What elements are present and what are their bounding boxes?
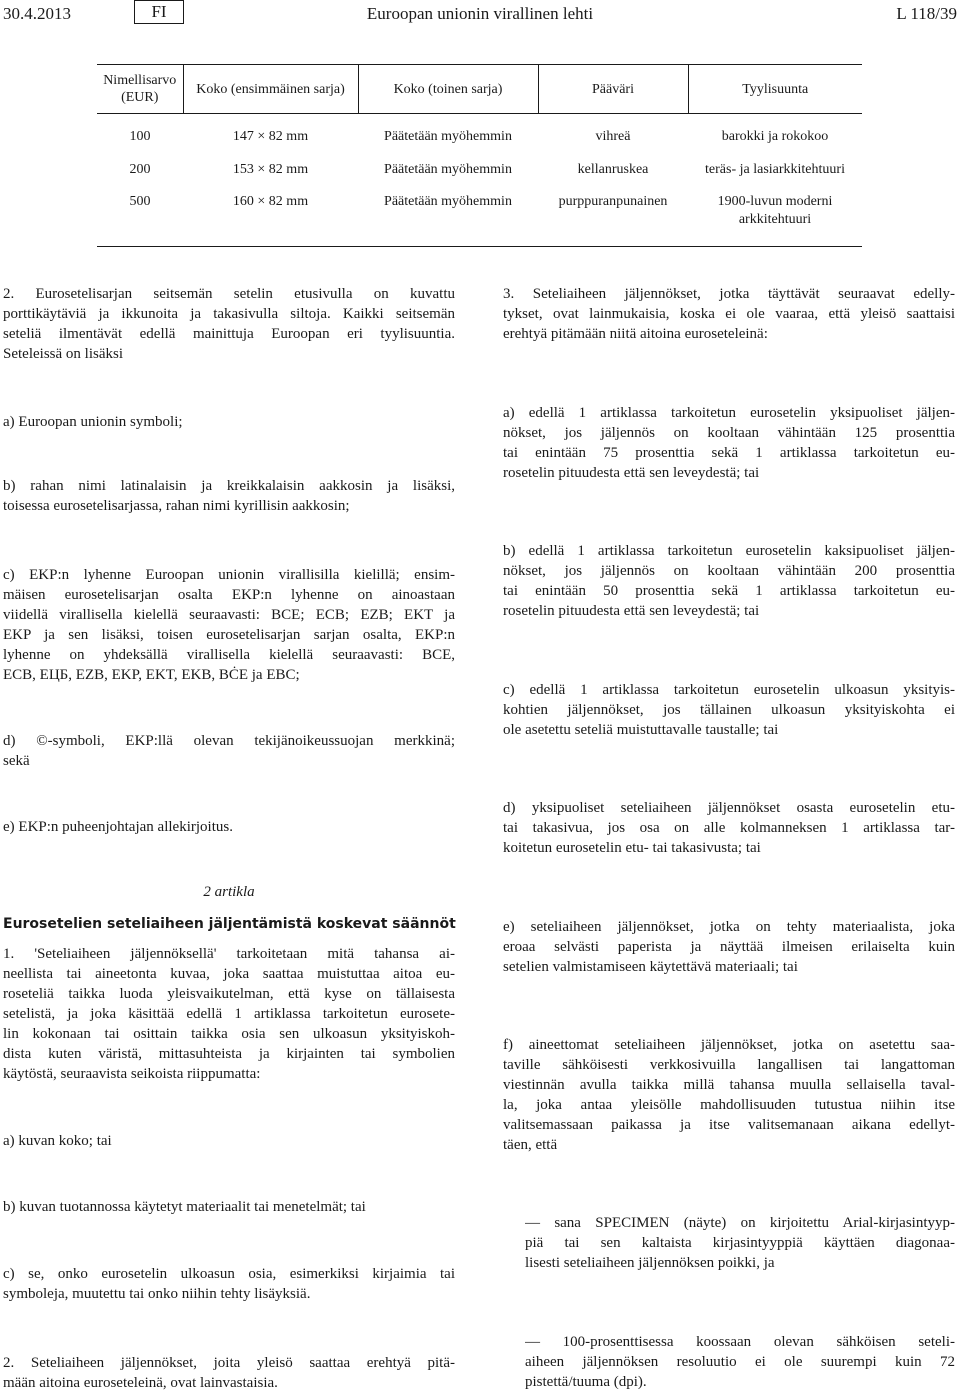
table-row [97,186,862,247]
table-cell: kellanruskea [577,161,649,177]
column-header-size-second-series: Koko (toinen sarja) [358,65,538,114]
list-item-b-two-sided: b) edellä 1 artiklassa tarkoitetun eurosetelin kaksipuoliset jäljen- nökset, jos jäljennös on kooltaan vähintään 200 prosenttia tai enintään 50 prosenttia sekä 1 artiklassa tarkoitetun eu- rosetelin pituudesta että sen leveydestä; tai [503,543,955,619]
list-item-b-name: b) rahan nimi latinalaisin ja kreikkalaisin aakkosin ja lisäksi, toisessa eurosetelisarjassa, rahan nimi kyrillisin aakkosin; [3,478,455,514]
table-cell: 500 [97,186,183,247]
page-reference: L 118/39 [896,4,957,23]
column-header-denomination: Nimellisarvo (EUR) [97,65,183,114]
list-item-c-abbreviation: c) EKP:n lyhenne Euroopan unionin virallisilla kielillä; ensim- mäisen eurosetelisarjan osalta EKP:n lyhenne on ainoastaan viidellä virallisella kielellä seuraavasti: BCE; ECB; EZB; EKT ja EKP ja sen lisäksi, toisen eurosetelisarjan sarjan osalta, EKP:n lyhenne on yhdeksällä virallisella kielellä seuraavasti: BCE, ECB, ЕЦБ, EZB, EKP, EKT, EKB, BĊE ja EBC; [3,567,455,683]
table-cell: barokki ja rokokoo [721,129,829,144]
table-cell: 153 × 82 mm [232,161,309,177]
table-cell: vihreä [595,129,631,144]
table-row [97,114,862,154]
column-header-size-first-series: Koko (ensimmäinen sarja) [183,65,358,114]
table-cell: teräs- ja lasiarkkitehtuuri [705,161,845,177]
list-item-b-materials: b) kuvan tuotannossa käytetyt materiaalit tai menetelmät; tai [3,1199,366,1215]
table-cell: 147 × 82 mm [232,129,309,144]
list-item-e-material: e) seteliaiheen jäljennökset, jotka on tehty materiaalista, joka eroaa selvästi paperista ja näyttää ilmeisen erilaiselta kuin setelien valmistamiseen käytettävä materiaali; tai [503,919,955,975]
column-header-style: Tyylisuunta [688,65,862,114]
dash-item-resolution: — 100-prosenttisessa koossaan olevan sähköisen seteli- aiheen jäljennöksen resoluutio ei ole suurempi kuin 72 pistettä/tuuma (dpi). [525,1334,955,1390]
list-item-a-image-size: a) kuvan koko; tai [3,1133,112,1149]
table-cell: 160 × 82 mm [183,186,358,247]
table-cell: Päätetään myöhemmin [384,129,512,144]
list-item-a-one-sided: a) edellä 1 artiklassa tarkoitetun eurosetelin yksipuoliset jäljen- nökset, jos jäljennös on kooltaan vähintään 125 prosenttia tai enintään 75 prosenttia sekä 1 artiklassa tarkoitetun eu- rosetelin pituudesta että sen leveydestä; tai [503,405,955,481]
paragraph-3-intro: 3. Seteliaiheen jäljennökset, jotka täyttävät seuraavat edelly- tykset, ovat lainmukaisia, koska ei ole vaaraa, että yleisö saattaisi erehtyä pitämään niitä aitoina euroseteleinä: [503,286,955,342]
list-item-f-electronic: f) aineettomat seteliaiheen jäljennökset, jotka on asetettu saa- taville sähköisesti verkkosivuilla langallisen tai langattoman viestinnän avulla taikka millä tahansa muulla sellaisella taval- la, joka antaa yleisölle mahdollisuuden tutustua niihin itse valitsemassaan paikassa ja itse valitsemanaan aikana edellyt- täen, että [503,1037,955,1153]
list-item-c-modifications: c) se, onko eurosetelin ulkoasun osia, esimerkiksi kirjaimia tai symboleja, muutettu tai onko niihin tehty lisäyksiä. [3,1266,455,1302]
article-number: 2 artikla [203,884,255,900]
article-title: Eurosetelien seteliaiheen jäljentämistä koskevat säännöt [3,916,456,932]
table-cell: purppuranpunainen [538,186,688,247]
list-item-a-symbol: a) Euroopan unionin symboli; [3,414,183,430]
list-item-c-design-elements: c) edellä 1 artiklassa tarkoitetun eurosetelin ulkoasun yksityis- kohtien jäljennökset, jos tällainen ulkoasun yksityiskohta ei ole asetettu seteliä muistuttavalle taustalle; tai [503,682,955,738]
article-2-paragraph-1: 1. 'Seteliaiheen jäljennöksellä' tarkoitetaan mitä tahansa ai- neellista tai aineetonta kuvaa, joka saattaa muistuttaa aitoa eu- roseteliä taikka luoda yleisvaikutelman, että kyse on tällaisesta setelistä, ja joka käsittää edellä 1 artiklassa tarkoitetun eurosete- lin kokonaan tai osittain taikka osia sen ulkoasun yksityiskoh- dista kuten väristä, mittasuhteista ja kirjainten tai symbolien käytöstä, seuraavista seikoista riippumatta: [3,946,455,1082]
table-cell: 200 [129,161,151,177]
language-badge: FI [134,0,184,24]
table-cell: Päätetään myöhemmin [384,161,512,177]
article-2-paragraph-2: 2. Seteliaiheen jäljennökset, joita yleisö saattaa erehtyä pitä- mään aitoina euroseteleinä, ovat lainvastaisia. [3,1355,455,1391]
publication-date: 30.4.2013 [3,4,71,23]
page-header [0,0,960,28]
denomination-table [97,64,862,247]
paragraph-2-intro: 2. Eurosetelisarjan seitsemän setelin etusivulla on kuvattu porttikäytäviä ja ikkunoita ja takasivulla siltoja. Kaikki seitsemän seteliä ilmentävät edellä mainittuja Euroopan eri tyylisuuntia. Seteleissä on lisäksi [3,286,455,362]
table-cell: 1900-luvun moderni arkkitehtuuri [688,186,862,247]
list-item-d-copyright: d) ©-symboli, EKP:llä olevan tekijänoikeussuojan merkkinä; sekä [3,733,455,769]
journal-title: Euroopan unionin virallinen lehti [366,4,594,23]
list-item-e-signature: e) EKP:n puheenjohtajan allekirjoitus. [3,819,233,835]
dash-item-specimen: — sana SPECIMEN (näyte) on kirjoitettu Arial-kirjasintyyp- piä tai sen kaltaista kirjasintyyppiä käyttäen diagonaa- lisesti seteliaiheen jäljennöksen poikki, ja [525,1215,955,1271]
table-cell: 100 [129,129,151,144]
column-header-main-colour: Pääväri [538,65,688,114]
table-header-row [97,65,862,114]
table-row [97,154,862,186]
table-cell: Päätetään myöhemmin [358,186,538,247]
list-item-d-partial: d) yksipuoliset seteliaiheen jäljennökset osasta eurosetelin etu- tai takasivua, jos osa on alle kolmanneksen 1 artiklassa tar- koitetun eurosetelin etu- tai takasivusta; tai [503,800,955,856]
